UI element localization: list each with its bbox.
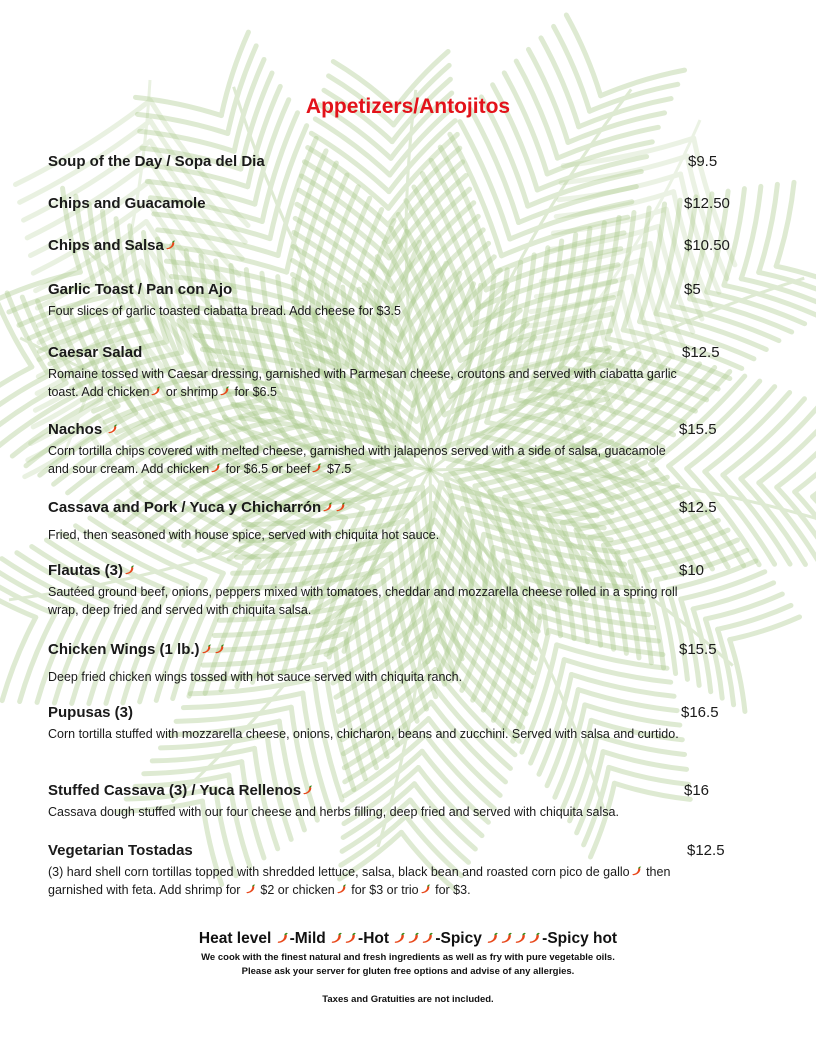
- legend-prefix: Heat level: [198, 930, 276, 947]
- chili-pepper-icon: [528, 931, 542, 945]
- menu-item: [48, 281, 748, 320]
- legend-mild: [276, 930, 330, 947]
- item-description: Romaine tossed with Caesar dressing, garnished with Parmesan cheese, croutons and served with ciabatta garlic toast. Add chicken or shrimp for $6.5: [48, 367, 677, 399]
- item-price: $5: [684, 281, 701, 298]
- item-description: Four slices of garlic toasted ciabatta bread. Add cheese for $3.5: [48, 304, 401, 318]
- chili-pepper-icon: [407, 931, 421, 945]
- item-price: $12.50: [684, 195, 730, 212]
- menu-item: [48, 237, 748, 255]
- heat-level-legend: [0, 930, 816, 948]
- item-name: Vegetarian Tostadas: [48, 842, 193, 859]
- chili-pepper-icon: [393, 931, 407, 945]
- menu-item: [48, 782, 748, 821]
- chili-pepper-icon: [150, 385, 162, 397]
- item-description: Cassava dough stuffed with our four cheese and herbs filling, deep fried and served with chiquita salsa.: [48, 805, 619, 819]
- chili-pepper-icon: [210, 462, 222, 474]
- item-price: $15.5: [679, 641, 717, 658]
- chili-pepper-icon: [276, 931, 290, 945]
- legend-label: -Hot: [358, 930, 394, 947]
- chili-pepper-icon: [201, 643, 213, 655]
- item-name: Pupusas (3): [48, 704, 134, 721]
- chili-pepper-icon: [311, 462, 323, 474]
- item-name: Stuffed Cassava (3) / Yuca Rellenos: [48, 782, 748, 800]
- item-price: $12.5: [687, 842, 725, 859]
- item-description: Fried, then seasoned with house spice, served with chiquita hot sauce.: [48, 528, 440, 542]
- item-name: Cassava and Pork / Yuca y Chicharrón: [48, 499, 748, 517]
- item-description: Corn tortilla chips covered with melted cheese, garnished with jalapenos served with a side of salsa, guacamole and sour cream. Add chicken for $6.5 or beef $7.5: [48, 444, 666, 476]
- legend-hot: [330, 930, 393, 947]
- note-taxes: Taxes and Gratuities are not included.: [322, 994, 494, 1005]
- note-allergies: Please ask your server for gluten free options and advise of any allergies.: [241, 966, 575, 977]
- item-name: Chips and Guacamole: [48, 195, 206, 212]
- chili-pepper-icon: [335, 501, 347, 513]
- menu-item: [48, 562, 748, 619]
- item-name: Chips and Salsa: [48, 237, 748, 255]
- menu-item: [48, 195, 748, 213]
- menu-item: [48, 153, 748, 171]
- item-name: Nachos: [48, 421, 748, 439]
- item-price: $15.5: [679, 421, 717, 438]
- chili-pepper-icon: [500, 931, 514, 945]
- item-price: $10.50: [684, 237, 730, 254]
- item-description: Deep fried chicken wings tossed with hot sauce served with chiquita ranch.: [48, 670, 463, 684]
- chili-pepper-icon: [245, 883, 257, 895]
- legend-spicy: [393, 930, 486, 947]
- chili-pepper-icon: [336, 883, 348, 895]
- chili-pepper-icon: [631, 865, 643, 877]
- legend-spicy-hot: [486, 930, 617, 947]
- item-description: (3) hard shell corn tortillas topped with shredded lettuce, salsa, black bean and roasted corn pico de gallo then garnished with feta. Add shrimp for $2 or chicken for $3 or trio for $3.: [48, 865, 671, 897]
- item-name: Chicken Wings (1 lb.): [48, 641, 748, 659]
- item-price: $16: [684, 782, 710, 799]
- chili-pepper-icon: [165, 239, 177, 251]
- item-name: Caesar Salad: [48, 344, 143, 361]
- item-description: Sautéed ground beef, onions, peppers mixed with tomatoes, cheddar and mozzarella cheese rolled in a spring roll wrap, deep fried and served with chiquita salsa.: [48, 585, 678, 617]
- item-price: $12.5: [682, 344, 720, 361]
- chili-pepper-icon: [330, 931, 344, 945]
- item-name: Garlic Toast / Pan con Ajo: [48, 281, 233, 298]
- legend-label: -Spicy: [435, 930, 487, 947]
- chili-pepper-icon: [214, 643, 226, 655]
- item-name: Soup of the Day / Sopa del Dia: [48, 153, 265, 170]
- chili-pepper-icon: [107, 423, 119, 435]
- item-price: $9.5: [688, 153, 718, 170]
- legend-label: -Spicy hot: [542, 930, 618, 947]
- chili-pepper-icon: [219, 385, 231, 397]
- chili-pepper-icon: [514, 931, 528, 945]
- menu-item: [48, 641, 748, 686]
- chili-pepper-icon: [486, 931, 500, 945]
- menu-item: [48, 421, 748, 478]
- item-price: $10: [679, 562, 705, 579]
- chili-pepper-icon: [344, 931, 358, 945]
- chili-pepper-icon: [421, 931, 435, 945]
- chili-pepper-icon: [124, 564, 136, 576]
- item-price: $12.5: [679, 499, 717, 516]
- chili-pepper-icon: [322, 501, 334, 513]
- menu-item: [48, 842, 748, 899]
- item-price: $16.5: [681, 704, 719, 721]
- chili-pepper-icon: [302, 784, 314, 796]
- menu-item: [48, 704, 748, 743]
- menu-item: [48, 344, 748, 401]
- legend-label: -Mild: [289, 930, 331, 947]
- item-name: Flautas (3): [48, 562, 748, 580]
- chili-pepper-icon: [420, 883, 432, 895]
- note-ingredients: We cook with the finest natural and fresh ingredients as well as fry with pure vegetable oils.: [201, 952, 615, 963]
- menu-item: [48, 499, 748, 544]
- page-title: Appetizers/Antojitos: [305, 95, 511, 118]
- item-description: Corn tortilla stuffed with mozzarella cheese, onions, chicharon, beans and zucchini. Served with salsa and curtido.: [48, 727, 679, 741]
